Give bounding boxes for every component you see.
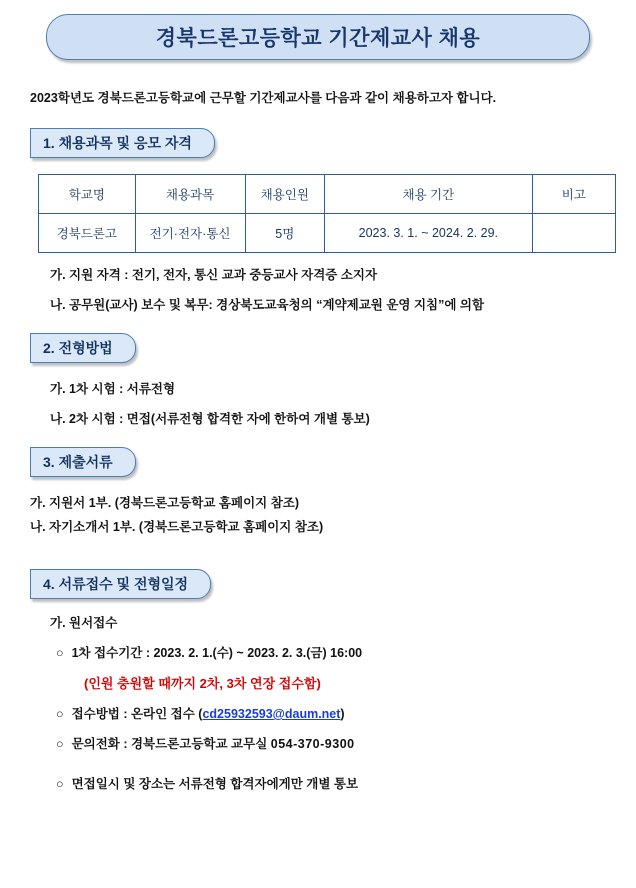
table-cell-subject: 전기·전자·통신 — [135, 214, 245, 253]
section-2-heading: 2. 전형방법 — [30, 333, 136, 363]
section-2-item-2: 나. 2차 시험 : 면접(서류전형 합격한 자에 한하여 개별 통보) — [50, 412, 370, 426]
section-2 — [30, 333, 614, 363]
table-header-count: 채용인원 — [245, 175, 325, 214]
email-link[interactable]: cd25932593@daum.net — [202, 707, 341, 721]
application-method-text-after: ) — [340, 707, 345, 721]
application-period-bullet — [56, 643, 614, 661]
contact-phone-bullet — [56, 734, 614, 752]
bullet-marker-icon: ○ — [56, 707, 64, 721]
intro-paragraph: 2023학년도 경북드론고등학교에 근무할 기간제교사를 다음과 같이 채용하고자 합니다. — [30, 91, 497, 105]
section-1-item-1: 가. 지원 자격 : 전기, 전자, 통신 교과 중등교사 자격증 소지자 — [50, 268, 378, 282]
section-2-item-1: 가. 1차 시험 : 서류전형 — [50, 382, 176, 396]
section-1-heading: 1. 채용과목 및 응모 자격 — [30, 128, 215, 158]
table-row — [39, 214, 616, 253]
application-period-text: 1차 접수기간 : 2023. 2. 1.(수) ~ 2023. 2. 3.(금) 16:00 — [71, 646, 363, 660]
section-4-subheading: 가. 원서접수 — [50, 616, 118, 630]
table-header-row — [39, 175, 616, 214]
extension-notice: (인원 충원할 때까지 2차, 3차 연장 접수함) — [84, 676, 321, 691]
section-3-heading: 3. 제출서류 — [30, 447, 136, 477]
document-page — [0, 14, 636, 888]
document-title-banner — [46, 14, 590, 60]
section-4-heading: 4. 서류접수 및 전형일정 — [30, 569, 211, 599]
bullet-marker-icon: ○ — [56, 737, 64, 751]
phone-number: 054-370-9300 — [270, 737, 355, 751]
section-3-item-1: 가. 지원서 1부. (경북드론고등학교 홈페이지 참조) — [30, 496, 300, 510]
application-method-bullet — [56, 704, 614, 722]
section-1-item-2: 나. 공무원(교사) 보수 및 복무: 경상북도교육청의 “계약제교원 운영 지침”에 의함 — [50, 298, 485, 312]
section-4 — [30, 569, 614, 599]
contact-phone-text: 문의전화 : 경북드론고등학교 교무실 — [71, 737, 271, 751]
section-3-item-2: 나. 자기소개서 1부. (경북드론고등학교 홈페이지 참조) — [30, 520, 324, 534]
page-title: 경북드론고등학교 기간제교사 채용 — [155, 27, 481, 50]
table-cell-period: 2023. 3. 1. ~ 2024. 2. 29. — [325, 214, 533, 253]
application-method-text: 접수방법 : 온라인 접수 ( — [71, 707, 203, 721]
interview-notice-text: 면접일시 및 장소는 서류전형 합격자에게만 개별 통보 — [71, 777, 359, 791]
table-cell-count: 5명 — [245, 214, 325, 253]
section-3 — [30, 447, 614, 477]
table-header-school: 학교명 — [39, 175, 136, 214]
table-header-period: 채용 기간 — [325, 175, 533, 214]
bullet-marker-icon: ○ — [56, 777, 64, 791]
table-header-note: 비고 — [532, 175, 615, 214]
recruitment-table — [38, 174, 616, 253]
table-cell-note — [532, 214, 615, 253]
section-1 — [30, 128, 614, 158]
interview-notice-bullet — [56, 774, 614, 792]
table-cell-school: 경북드론고 — [39, 214, 136, 253]
bullet-marker-icon: ○ — [56, 646, 64, 660]
table-header-subject: 채용과목 — [135, 175, 245, 214]
